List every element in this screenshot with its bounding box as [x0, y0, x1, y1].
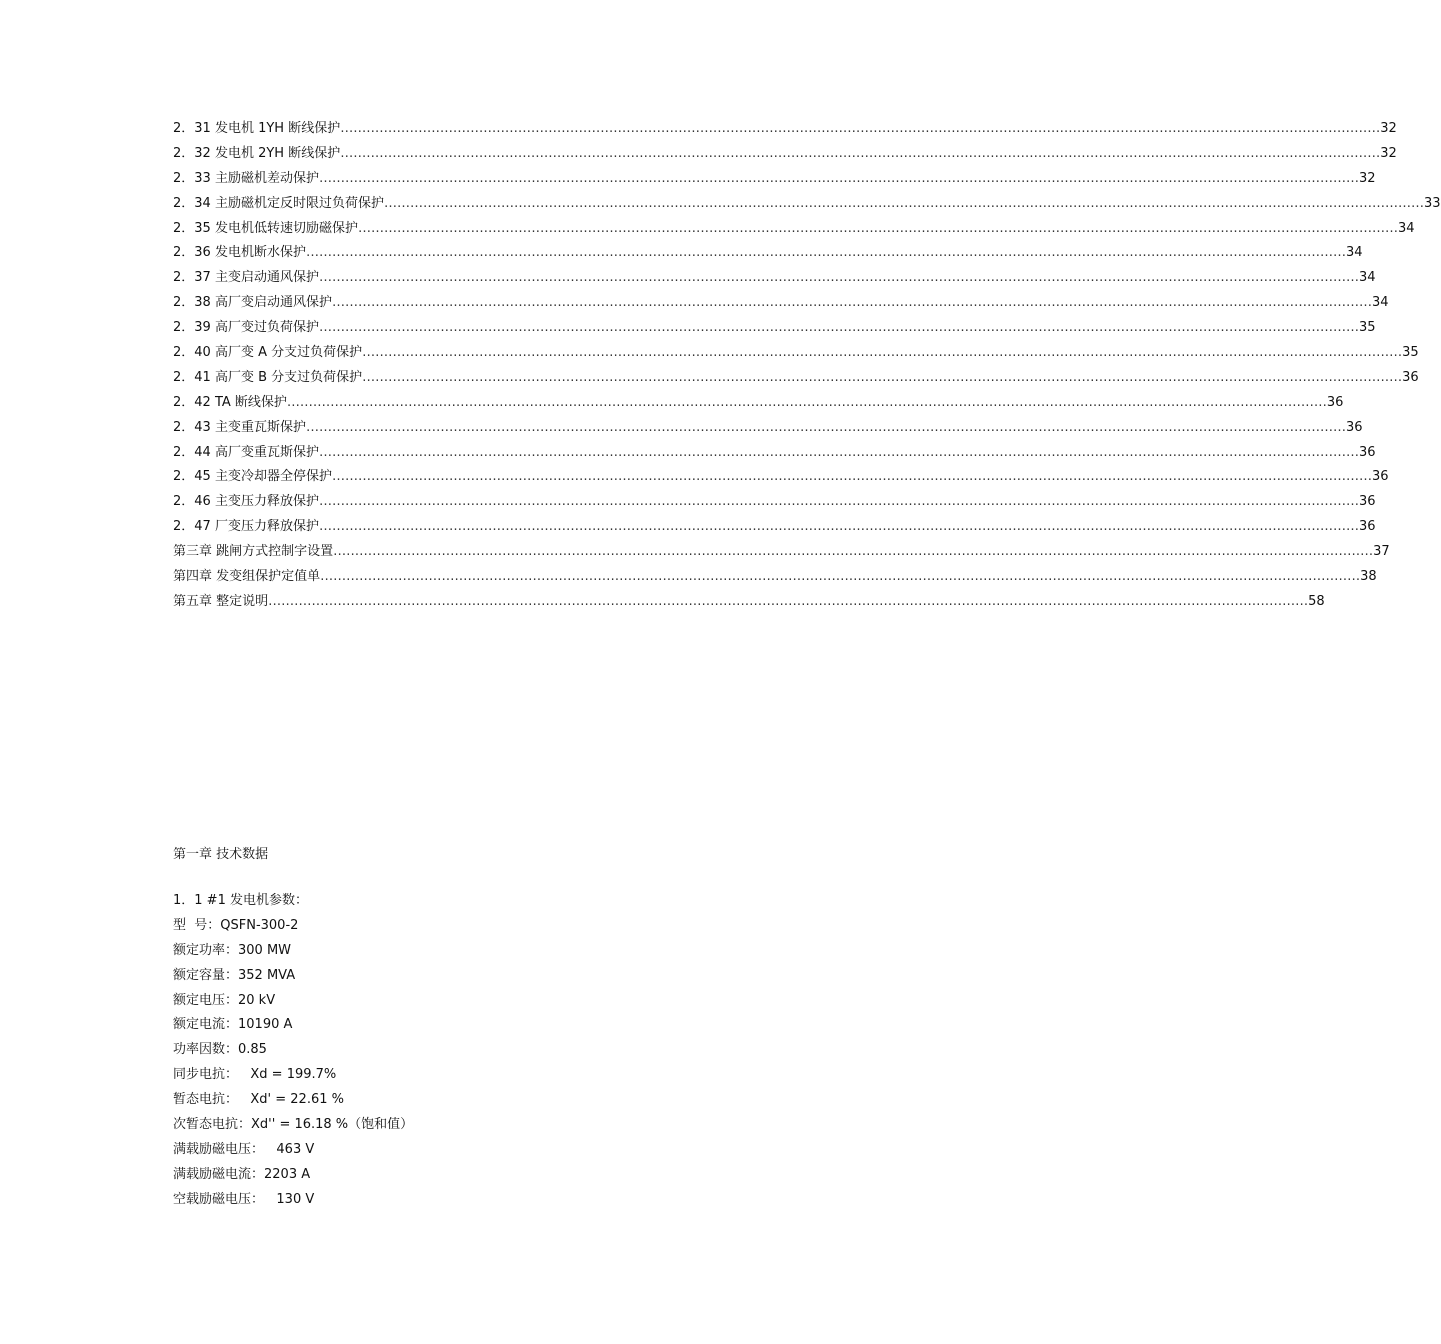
toc-dot-leader: …………………………………………………………………………………………………………………………………………………………………………………………………………………… — [383, 195, 1424, 211]
toc-entry-page: 32 — [1380, 121, 1397, 136]
toc-entry[interactable] — [173, 469, 1389, 494]
toc-entry-page: 35 — [1402, 345, 1419, 361]
toc-entry-title: 2．44 高厂变重瓦斯保护 — [173, 444, 319, 460]
toc-entry-page: 36 — [1358, 519, 1376, 535]
toc-entry-page: 35 — [1358, 320, 1376, 336]
toc-dot-leader: …………………………………………………………………………………………………………………………………………………………………………………………………………………… — [331, 295, 1372, 311]
parameter-line: 额定电压：20 kV — [173, 992, 276, 1008]
toc-entry-title: 2．37 主变启动通风保护 — [173, 270, 319, 286]
toc-entry[interactable] — [173, 519, 1376, 544]
toc-entry-page: 36 — [1326, 394, 1344, 410]
toc-dot-leader: …………………………………………………………………………………………………………………………………………………………………………………………………………………… — [268, 593, 1309, 609]
toc-entry-title: 2．46 主变压力释放保护 — [173, 494, 319, 510]
toc-entry-page: 32 — [1358, 170, 1376, 186]
toc-entry-page: 32 — [1380, 145, 1397, 161]
generator-parameters — [173, 893, 673, 1217]
toc-entry-title: 2．35 发电机低转速切励磁保护 — [173, 220, 358, 236]
toc-entry[interactable] — [173, 444, 1376, 470]
toc-dot-leader: …………………………………………………………………………………………………………………………………………………………………………………………………………………… — [318, 170, 1359, 186]
toc-entry-page: 37 — [1373, 544, 1390, 560]
toc-dot-leader: …………………………………………………………………………………………………………………………………………………………………………………………………………………… — [305, 245, 1346, 261]
toc-entry-page: 36 — [1358, 444, 1376, 460]
toc-entry-page: 38 — [1360, 569, 1377, 585]
toc-entry[interactable] — [173, 320, 1376, 345]
toc-entry-page: 36 — [1345, 419, 1363, 435]
parameter-line: 同步电抗： Xd = 199.7% — [173, 1067, 337, 1083]
parameter-line: 次暂态电抗：Xd'' = 16.18 %（饱和值） — [173, 1117, 414, 1133]
toc-entry-title: 2．33 主励磁机差动保护 — [173, 170, 319, 186]
parameter-line: 额定功率：300 MW — [173, 942, 292, 958]
toc-entry-page: 34 — [1397, 220, 1415, 236]
parameter-line: 功率因数：0.85 — [173, 1042, 267, 1058]
toc-entry-title: 2．32 发电机 2YH 断线保护 — [173, 145, 341, 161]
toc-entry-title: 2．36 发电机断水保护 — [173, 245, 306, 261]
toc-dot-leader: …………………………………………………………………………………………………………………………………………………………………………………………………………………… — [320, 569, 1361, 585]
toc-entry-title: 第五章 整定说明 — [173, 593, 269, 609]
toc-entry-title: 2．41 高厂变 B 分支过负荷保护 — [173, 369, 363, 385]
toc-dot-leader: …………………………………………………………………………………………………………………………………………………………………………………………………………………… — [286, 394, 1327, 410]
toc-dot-leader: …………………………………………………………………………………………………………………………………………………………………………………………………………………… — [318, 444, 1359, 460]
toc-entry[interactable] — [173, 394, 1344, 420]
toc-entry[interactable] — [173, 270, 1376, 295]
toc-entry[interactable] — [173, 419, 1363, 445]
toc-entry[interactable] — [173, 295, 1389, 320]
toc-dot-leader: …………………………………………………………………………………………………………………………………………………………………………………………………………………… — [318, 519, 1359, 535]
chapter-title: 第一章 技术数据 — [173, 847, 269, 862]
toc-dot-leader: …………………………………………………………………………………………………………………………………………………………………………………………………………………… — [357, 220, 1398, 236]
toc-entry-title: 2．34 主励磁机定反时限过负荷保护 — [173, 195, 384, 211]
toc-entry-page: 33 — [1423, 195, 1441, 211]
toc-entry-title: 2．31 发电机 1YH 断线保护 — [173, 121, 341, 136]
parameter-line: 满载励磁电压： 463 V — [173, 1141, 315, 1157]
toc-entry-title: 2．43 主变重瓦斯保护 — [173, 419, 306, 435]
toc-entry[interactable] — [173, 145, 1397, 171]
toc-dot-leader: …………………………………………………………………………………………………………………………………………………………………………………………………………………… — [305, 419, 1346, 435]
toc-entry-title: 第三章 跳闸方式控制字设置 — [173, 544, 334, 560]
toc-entry[interactable] — [173, 369, 1419, 395]
toc-entry-title: 2．42 TA 断线保护 — [173, 394, 287, 410]
toc-dot-leader: …………………………………………………………………………………………………………………………………………………………………………………………………………………… — [331, 469, 1372, 485]
toc-dot-leader: …………………………………………………………………………………………………………………………………………………………………………………………………………………… — [318, 270, 1359, 286]
table-of-contents — [173, 121, 1441, 619]
toc-dot-leader: …………………………………………………………………………………………………………………………………………………………………………………………………………………… — [318, 320, 1359, 336]
toc-entry[interactable] — [173, 121, 1397, 146]
toc-dot-leader: …………………………………………………………………………………………………………………………………………………………………………………………………………………… — [333, 544, 1374, 560]
toc-dot-leader: …………………………………………………………………………………………………………………………………………………………………………………………………………………… — [362, 369, 1403, 385]
toc-entry[interactable] — [173, 569, 1377, 594]
toc-entry[interactable] — [173, 195, 1441, 221]
toc-entry-title: 2．39 高厂变过负荷保护 — [173, 320, 319, 336]
parameter-line: 额定电流：10190 A — [173, 1017, 293, 1033]
toc-entry-title: 第四章 发变组保护定值单 — [173, 569, 321, 585]
toc-dot-leader: …………………………………………………………………………………………………………………………………………………………………………………………………………………… — [340, 145, 1381, 161]
toc-dot-leader: …………………………………………………………………………………………………………………………………………………………………………………………………………………… — [318, 494, 1359, 510]
toc-entry[interactable] — [173, 245, 1363, 270]
toc-entry[interactable] — [173, 345, 1419, 370]
toc-entry-title: 2．38 高厂变启动通风保护 — [173, 295, 332, 311]
toc-entry-page: 36 — [1358, 494, 1376, 510]
parameter-line: 暂态电抗： Xd' = 22.61 % — [173, 1092, 344, 1108]
toc-entry-page: 34 — [1345, 245, 1363, 261]
toc-entry[interactable] — [173, 593, 1325, 619]
parameter-line: 额定容量：352 MVA — [173, 967, 296, 983]
parameter-line: 满载励磁电流：2203 A — [173, 1166, 311, 1182]
toc-entry-page: 58 — [1308, 593, 1325, 609]
toc-entry[interactable] — [173, 170, 1376, 196]
toc-entry-page: 36 — [1402, 369, 1419, 385]
toc-entry-page: 34 — [1371, 295, 1389, 311]
toc-entry-title: 2．47 厂变压力释放保护 — [173, 519, 319, 535]
toc-entry[interactable] — [173, 220, 1415, 246]
parameter-line: 空载励磁电压： 130 V — [173, 1191, 315, 1207]
toc-entry-page: 36 — [1371, 469, 1389, 485]
section-heading: 1．1 #1 发电机参数： — [173, 893, 308, 908]
toc-entry[interactable] — [173, 494, 1376, 519]
toc-dot-leader: …………………………………………………………………………………………………………………………………………………………………………………………………………………… — [340, 121, 1381, 136]
toc-entry[interactable] — [173, 544, 1390, 569]
parameter-line: 型 号：QSFN-300-2 — [173, 917, 299, 933]
toc-entry-page: 34 — [1358, 270, 1376, 286]
toc-entry-title: 2．40 高厂变 A 分支过负荷保护 — [173, 345, 363, 361]
toc-dot-leader: …………………………………………………………………………………………………………………………………………………………………………………………………………………… — [362, 345, 1403, 361]
toc-entry-title: 2．45 主变冷却器全停保护 — [173, 469, 332, 485]
